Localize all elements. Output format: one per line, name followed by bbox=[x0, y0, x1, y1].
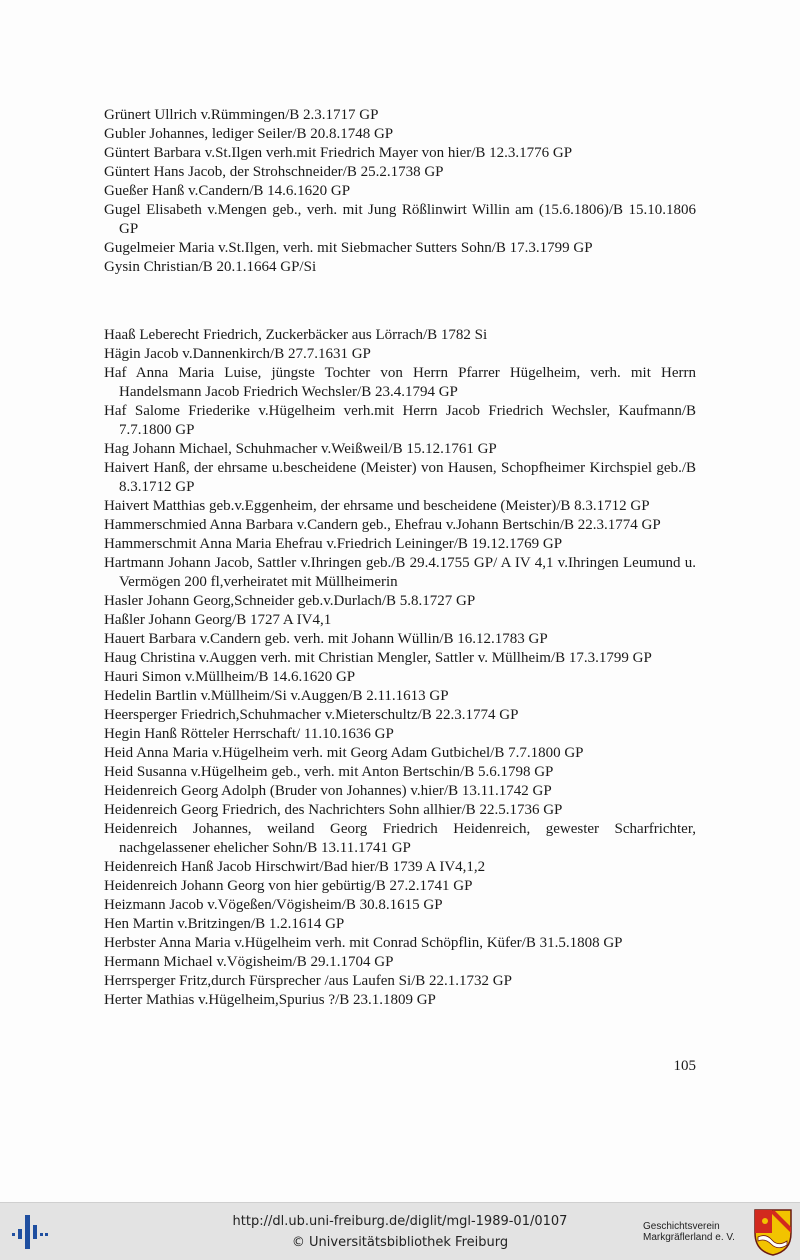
copyright-notice: © Universitätsbibliothek Freiburg bbox=[291, 1235, 509, 1250]
register-entry: Heidenreich Johannes, weiland Georg Friedrich Heidenreich, gewester Scharfrichter, nachgelassener ehelicher Sohn/B 13.11.1741 GP bbox=[104, 821, 696, 856]
library-logo-icon bbox=[10, 1211, 50, 1253]
register-entry: Heid Anna Maria v.Hügelheim verh. mit Georg Adam Gutbichel/B 7.7.1800 GP bbox=[104, 745, 584, 761]
register-entry: Haf Anna Maria Luise, jüngste Tochter von Herrn Pfarrer Hügelheim, verh. mit Herrn Handelsmann Jacob Friedrich Wechsler/B 23.4.1794 GP bbox=[104, 365, 696, 400]
register-entry: Hedelin Bartlin v.Müllheim/Si v.Auggen/B 2.11.1613 GP bbox=[104, 688, 449, 704]
register-entry: Heidenreich Georg Friedrich, des Nachrichters Sohn allhier/B 22.5.1736 GP bbox=[104, 802, 563, 818]
register-entry: Heizmann Jacob v.Vögeßen/Vögisheim/B 30.8.1615 GP bbox=[104, 897, 443, 913]
register-entry: Haivert Hanß, der ehrsame u.bescheidene (Meister) von Hausen, Schopfheimer Kirchspiel geb./B 8.3.1712 GP bbox=[104, 460, 696, 495]
register-entry: Hauri Simon v.Müllheim/B 14.6.1620 GP bbox=[104, 669, 356, 685]
section-gap bbox=[104, 292, 696, 311]
register-entry: Hartmann Johann Jacob, Sattler v.Ihringen geb./B 29.4.1755 GP/ A IV 4,1 v.Ihringen Leumund u. Vermögen 200 fl,verheiratet mit Müllheimerin bbox=[104, 555, 696, 590]
register-entry: Güntert Barbara v.St.Ilgen verh.mit Friedrich Mayer von hier/B 12.3.1776 GP bbox=[104, 145, 573, 161]
register-entry: Hermann Michael v.Vögisheim/B 29.1.1704 GP bbox=[104, 954, 394, 970]
register-entry: Herrsperger Fritz,durch Fürsprecher /aus Laufen Si/B 22.1.1732 GP bbox=[104, 973, 512, 989]
register-entry: Gubler Johannes, lediger Seiler/B 20.8.1748 GP bbox=[104, 126, 394, 142]
register-entry: Hag Johann Michael, Schuhmacher v.Weißweil/B 15.12.1761 GP bbox=[104, 441, 497, 457]
register-entry: Hasler Johann Georg,Schneider geb.v.Durlach/B 5.8.1727 GP bbox=[104, 593, 476, 609]
register-entry: Gugel Elisabeth v.Mengen geb., verh. mit Jung Rößlinwirt Willin am (15.6.1806)/B 15.10.1806 GP bbox=[104, 202, 696, 237]
publisher-name-line2: Markgräflerland e. V. bbox=[643, 1232, 735, 1243]
register-entry: Hegin Hanß Rötteler Herrschaft/ 11.10.1636 GP bbox=[104, 726, 394, 742]
register-entry: Haug Christina v.Auggen verh. mit Christian Mengler, Sattler v. Müllheim/B 17.3.1799 GP bbox=[104, 650, 652, 666]
register-entry: Gueßer Hanß v.Candern/B 14.6.1620 GP bbox=[104, 183, 351, 199]
register-entry: Gugelmeier Maria v.St.Ilgen, verh. mit Siebmacher Sutters Sohn/B 17.3.1799 GP bbox=[104, 240, 593, 256]
register-entry: Hen Martin v.Britzingen/B 1.2.1614 GP bbox=[104, 916, 345, 932]
register-entry: Gysin Christian/B 20.1.1664 GP/Si bbox=[104, 259, 317, 275]
register-entry: Grünert Ullrich v.Rümmingen/B 2.3.1717 GP bbox=[104, 107, 379, 123]
register-entry: Hägin Jacob v.Dannenkirch/B 27.7.1631 GP bbox=[104, 346, 371, 362]
register-entry: Haf Salome Friederike v.Hügelheim verh.mit Herrn Jacob Friedrich Wechsler, Kaufmann/B 7.7.1800 GP bbox=[104, 403, 696, 438]
permalink-url[interactable]: http://dl.ub.uni-freiburg.de/diglit/mgl-1989-01/0107 bbox=[232, 1214, 568, 1229]
register-entry: Haaß Leberecht Friedrich, Zuckerbäcker aus Lörrach/B 1782 Si bbox=[104, 327, 488, 343]
register-entry: Herter Mathias v.Hügelheim,Spurius ?/B 23.1.1809 GP bbox=[104, 992, 436, 1008]
register-entry: Herbster Anna Maria v.Hügelheim verh. mit Conrad Schöpflin, Küfer/B 31.5.1808 GP bbox=[104, 935, 623, 951]
viewer-footer bbox=[0, 1202, 800, 1260]
register-entry: Haßler Johann Georg/B 1727 A IV4,1 bbox=[104, 612, 332, 628]
footer-center bbox=[150, 1211, 650, 1253]
publisher-name bbox=[643, 1221, 753, 1243]
register-entry: Heidenreich Hanß Jacob Hirschwirt/Bad hier/B 1739 A IV4,1,2 bbox=[104, 859, 486, 875]
register-entry: Hammerschmied Anna Barbara v.Candern geb., Ehefrau v.Johann Bertschin/B 22.3.1774 GP bbox=[104, 517, 661, 533]
register-entry-list bbox=[104, 106, 696, 1010]
register-entry: Heidenreich Johann Georg von hier gebürtig/B 27.2.1741 GP bbox=[104, 878, 473, 894]
register-entry: Heersperger Friedrich,Schuhmacher v.Mieterschultz/B 22.3.1774 GP bbox=[104, 707, 519, 723]
coat-of-arms-icon bbox=[752, 1207, 794, 1257]
register-entry: Güntert Hans Jacob, der Strohschneider/B 25.2.1738 GP bbox=[104, 164, 444, 180]
register-entry: Heidenreich Georg Adolph (Bruder von Johannes) v.hier/B 13.11.1742 GP bbox=[104, 783, 552, 799]
publisher-name-line1: Geschichtsverein bbox=[643, 1221, 720, 1232]
page-number: 105 bbox=[673, 1058, 696, 1074]
register-entry: Hammerschmit Anna Maria Ehefrau v.Friedrich Leininger/B 19.12.1769 GP bbox=[104, 536, 563, 552]
register-entry: Heid Susanna v.Hügelheim geb., verh. mit Anton Bertschin/B 5.6.1798 GP bbox=[104, 764, 554, 780]
register-entry: Hauert Barbara v.Candern geb. verh. mit Johann Wüllin/B 16.12.1783 GP bbox=[104, 631, 548, 647]
register-entry: Haivert Matthias geb.v.Eggenheim, der ehrsame und bescheidene (Meister)/B 8.3.1712 GP bbox=[104, 498, 650, 514]
